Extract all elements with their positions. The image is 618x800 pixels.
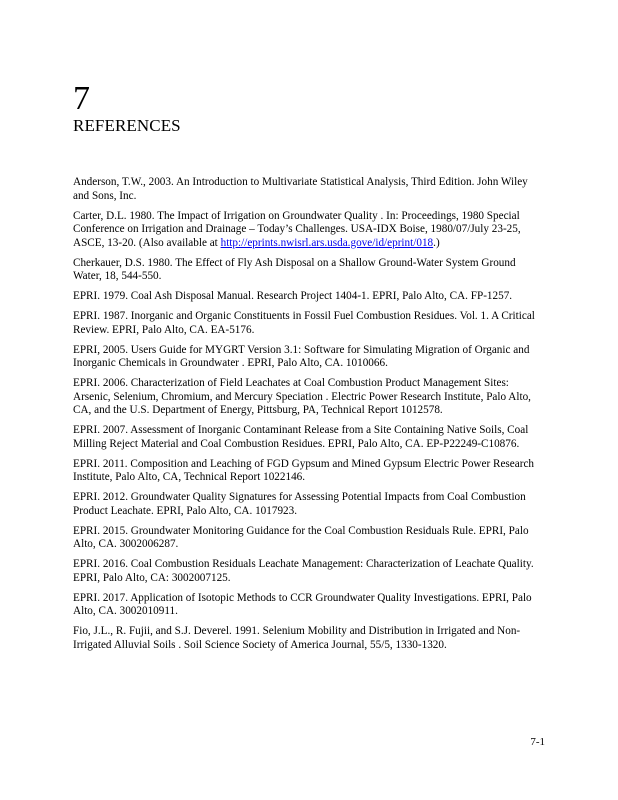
reference-entry bbox=[73, 458, 545, 485]
reference-entry bbox=[73, 558, 545, 585]
reference-text: EPRI. 1987. Inorganic and Organic Constituents in Fossil Fuel Combustion Residues. Vol. 1. A Critical Review. EPRI, Palo Alto, CA. EA-5176. bbox=[73, 310, 535, 336]
chapter-number: 7 bbox=[73, 80, 90, 117]
reference-entry bbox=[73, 491, 545, 518]
reference-text: EPRI. 2017. Application of Isotopic Methods to CCR Groundwater Quality Investigations. EPRI, Palo Alto, CA. 3002010911. bbox=[73, 591, 532, 617]
reference-entry bbox=[73, 210, 545, 251]
reference-text: Cherkauer, D.S. 1980. The Effect of Fly Ash Disposal on a Shallow Ground-Water System Ground Water, 18, 544-550. bbox=[73, 256, 516, 282]
references-list bbox=[73, 176, 545, 659]
reference-entry bbox=[73, 176, 545, 203]
reference-text: EPRI. 1979. Coal Ash Disposal Manual. Research Project 1404-1. EPRI, Palo Alto, CA. FP-1257. bbox=[73, 290, 513, 302]
reference-text: EPRI. 2015. Groundwater Monitoring Guidance for the Coal Combustion Residuals Rule. EPRI, Palo Alto, CA. 3002006287. bbox=[73, 524, 529, 550]
reference-suffix: .) bbox=[433, 236, 440, 249]
chapter-title: REFERENCES bbox=[73, 116, 181, 135]
reference-entry bbox=[73, 625, 545, 652]
reference-entry bbox=[73, 377, 545, 418]
reference-text: EPRI. 2012. Groundwater Quality Signatures for Assessing Potential Impacts from Coal Combustion Product Leachate. EPRI, Palo Alto, CA. 1017923. bbox=[73, 491, 526, 517]
reference-link[interactable]: http://eprints.nwisrl.ars.usda.gove/id/eprint/018 bbox=[220, 236, 434, 249]
reference-entry bbox=[73, 310, 545, 337]
reference-text: EPRI, 2005. Users Guide for MYGRT Version 3.1: Software for Simulating Migration of Organic and Inorganic Chemicals in Groundwater . EPRI, Palo Alto, CA. 1010066. bbox=[73, 343, 530, 369]
reference-text: EPRI. 2007. Assessment of Inorganic Contaminant Release from a Site Containing Native Soils, Coal Milling Reject Material and Coal Combustion Residues. EPRI, Palo Alto, CA. EP-P22249-C10876. bbox=[73, 424, 529, 450]
page-number: 7-1 bbox=[530, 736, 545, 748]
reference-entry bbox=[73, 592, 545, 619]
reference-entry bbox=[73, 290, 545, 304]
reference-entry bbox=[73, 344, 545, 371]
reference-text: EPRI. 2016. Coal Combustion Residuals Leachate Management: Characterization of Leachate Quality. EPRI, Palo Alto, CA: 3002007125. bbox=[73, 558, 534, 584]
reference-text: EPRI. 2006. Characterization of Field Leachates at Coal Combustion Product Management Sites: Arsenic, Selenium, Chromium, and Mercury Speciation . Electric Power Research Institute, Palo Alto, CA, and the U.S. Department of Energy, Pittsburg, PA, Technical Report 1012578. bbox=[73, 377, 531, 416]
reference-entry bbox=[73, 257, 545, 284]
reference-entry bbox=[73, 525, 545, 552]
reference-text: Fio, J.L., R. Fujii, and S.J. Deverel. 1991. Selenium Mobility and Distribution in Irrigated and Non-Irrigated Alluvial Soils . Soil Science Society of America Journal, 55/5, 1330-1320. bbox=[73, 625, 521, 651]
reference-text: Carter, D.L. 1980. The Impact of Irrigation on Groundwater Quality . In: Proceedings, 1980 Special Conference on Irrigation and Drainage – Today’s Challenges. USA-IDX Boise, 1980/07/July 23-25, ASCE, 13-20. (Also available at bbox=[73, 209, 521, 249]
reference-text: Anderson, T.W., 2003. An Introduction to Multivariate Statistical Analysis, Third Edition. John Wiley and Sons, Inc. bbox=[73, 176, 528, 202]
reference-text: EPRI. 2011. Composition and Leaching of FGD Gypsum and Mined Gypsum Electric Power Research Institute, Palo Alto, CA, Technical Report 1022146. bbox=[73, 457, 534, 483]
reference-entry bbox=[73, 424, 545, 451]
